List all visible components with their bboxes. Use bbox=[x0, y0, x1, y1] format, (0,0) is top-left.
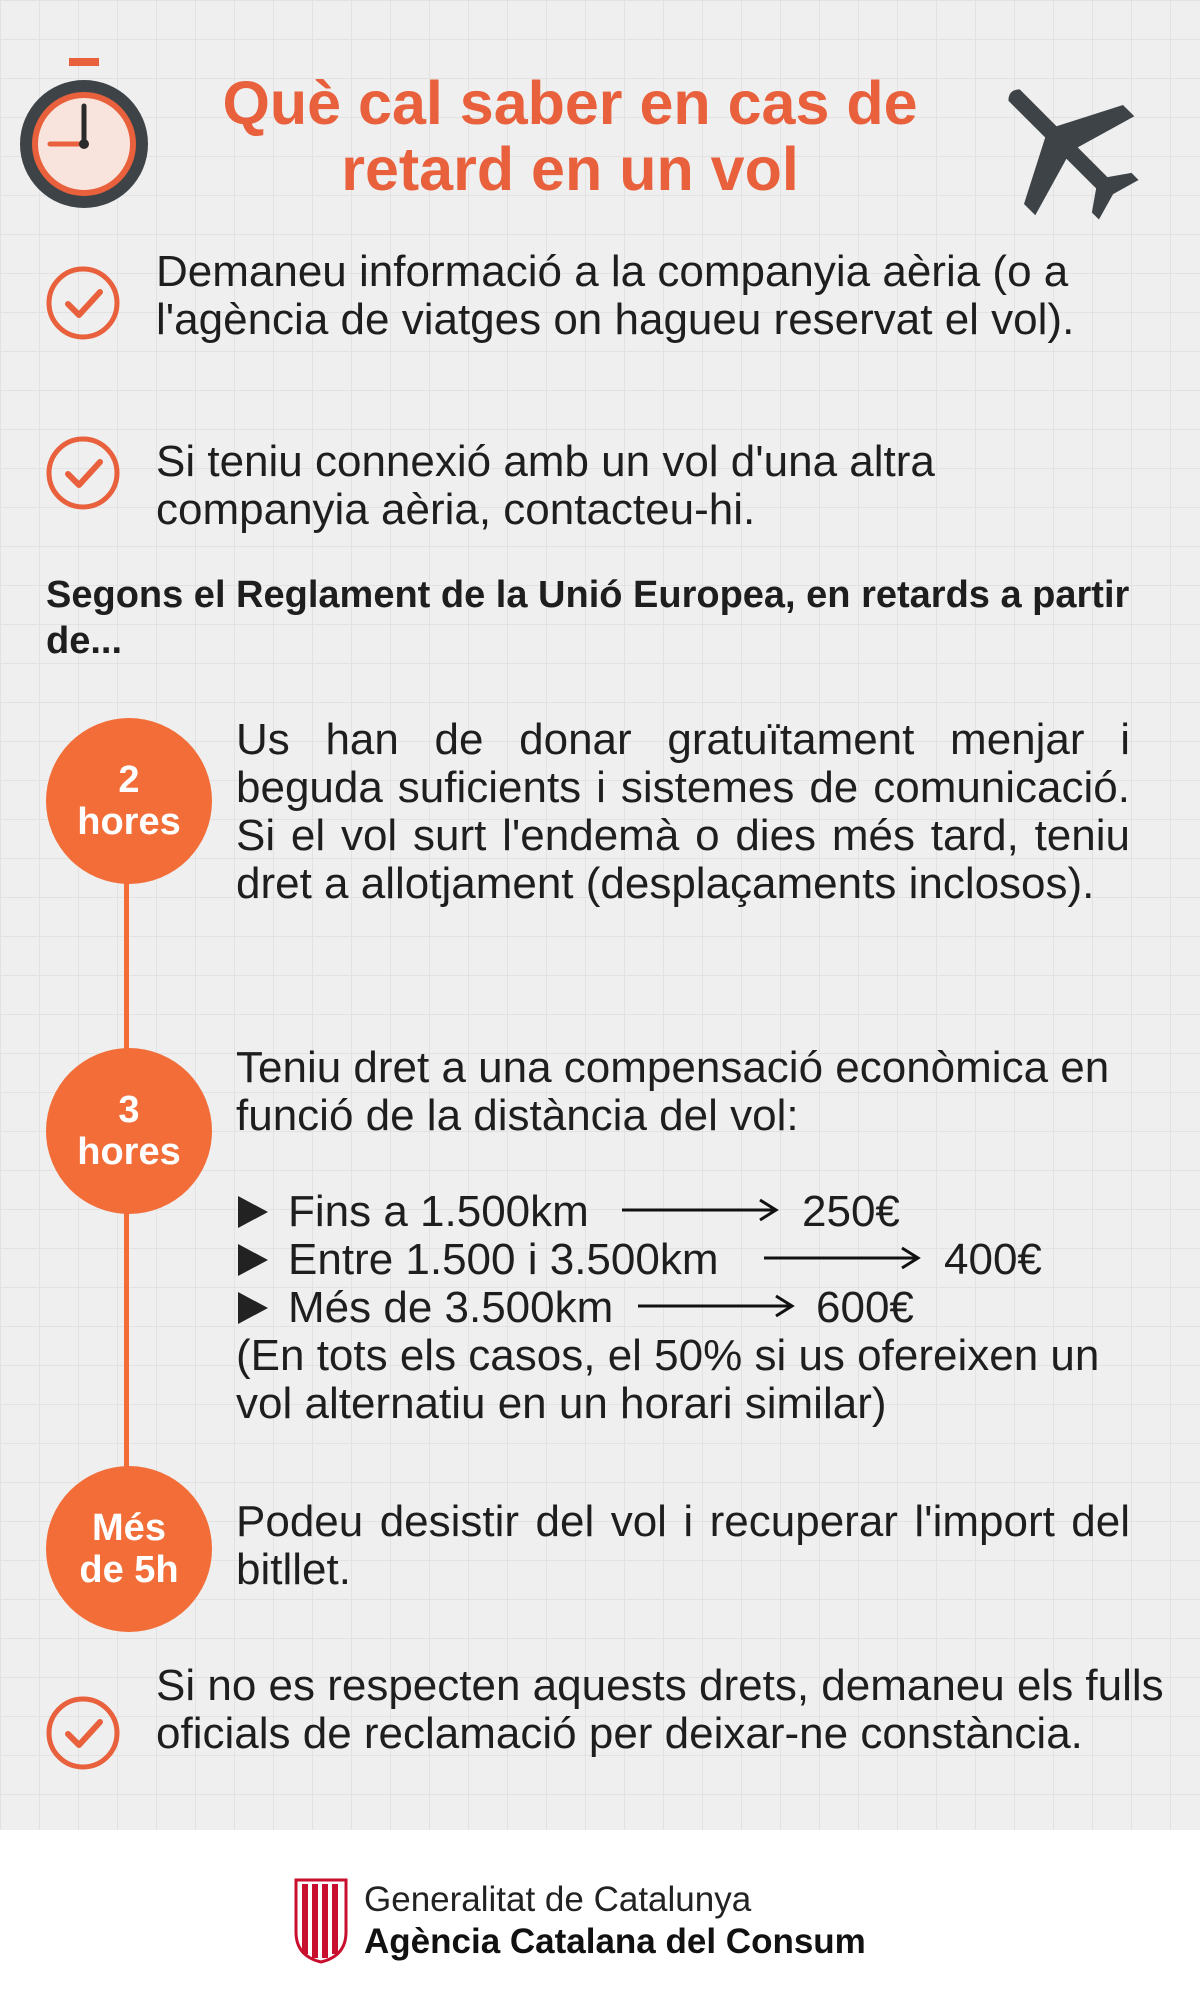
compensation-distance: Entre 1.500 i 3.500km bbox=[288, 1235, 719, 1284]
title-line-1: Què cal saber en cas de bbox=[222, 69, 918, 137]
badge-line-1: Més bbox=[92, 1507, 166, 1549]
check-circle-icon bbox=[44, 1694, 122, 1772]
arrow-right-icon bbox=[764, 1236, 924, 1284]
check-circle-icon bbox=[44, 264, 122, 342]
badge-2-hours bbox=[46, 718, 212, 884]
title-line-2: retard en un vol bbox=[341, 135, 799, 203]
badge-3-hours bbox=[46, 1048, 212, 1214]
badge-number: 3 bbox=[118, 1089, 140, 1131]
compensation-row bbox=[236, 1235, 1042, 1284]
compensation-amount: 250€ bbox=[802, 1187, 900, 1236]
compensation-row bbox=[236, 1284, 1036, 1332]
tip-contact-airline: Demaneu informació a la companyia aèria (o a l'agència de viatges on hagueu reservat el vol). bbox=[156, 247, 1075, 344]
compensation-amount: 400€ bbox=[944, 1235, 1042, 1284]
badge-unit: hores bbox=[77, 1131, 181, 1173]
badge-line-2: de 5h bbox=[79, 1549, 179, 1591]
generalitat-logo-icon bbox=[292, 1876, 350, 1964]
tip-claim-forms: Si no es respecten aquests drets, demaneu els fulls oficials de reclamació per deixar-ne constància. bbox=[156, 1661, 1164, 1758]
regulation-intro: Segons el Reglament de la Unió Europea, en retards a partir de... bbox=[46, 574, 1130, 662]
play-triangle-icon bbox=[236, 1242, 270, 1278]
check-circle-icon bbox=[44, 434, 122, 512]
arrow-right-icon bbox=[622, 1188, 782, 1236]
compensation-distance: Fins a 1.500km bbox=[288, 1187, 589, 1236]
arrow-right-icon bbox=[638, 1284, 798, 1332]
play-triangle-icon bbox=[236, 1290, 270, 1326]
step-3-hours-text: Teniu dret a una compensació econòmica en funció de la distància del vol: bbox=[236, 1043, 1110, 1140]
page-title bbox=[150, 70, 990, 202]
airplane-icon bbox=[985, 66, 1145, 226]
compensation-note: (En tots els casos, el 50% si us ofereixen un vol alternatiu en un horari similar) bbox=[236, 1331, 1100, 1428]
tip-connection: Si teniu connexió amb un vol d'una altra companyia aèria, contacteu-hi. bbox=[156, 437, 935, 534]
badge-number: 2 bbox=[118, 759, 140, 801]
step-2-hours-text: Us han de donar gratuïtament menjar i beguda suficients i sistemes de comunicació. Si el vol surt l'endemà o dies més tard, teniu dret a allotjament (desplaçaments inclosos). bbox=[236, 715, 1130, 908]
stopwatch-icon bbox=[14, 54, 154, 214]
compensation-distance: Més de 3.500km bbox=[288, 1283, 614, 1332]
agency-name: Agència Catalana del Consum bbox=[364, 1922, 866, 1961]
badge-unit: hores bbox=[77, 801, 181, 843]
compensation-amount: 600€ bbox=[816, 1283, 914, 1332]
compensation-row bbox=[236, 1188, 1036, 1236]
badge-more-than-5-hours bbox=[46, 1466, 212, 1632]
play-triangle-icon bbox=[236, 1194, 270, 1230]
org-name: Generalitat de Catalunya bbox=[364, 1880, 752, 1919]
step-5-hours-text: Podeu desistir del vol i recuperar l'import del bitllet. bbox=[236, 1497, 1130, 1594]
